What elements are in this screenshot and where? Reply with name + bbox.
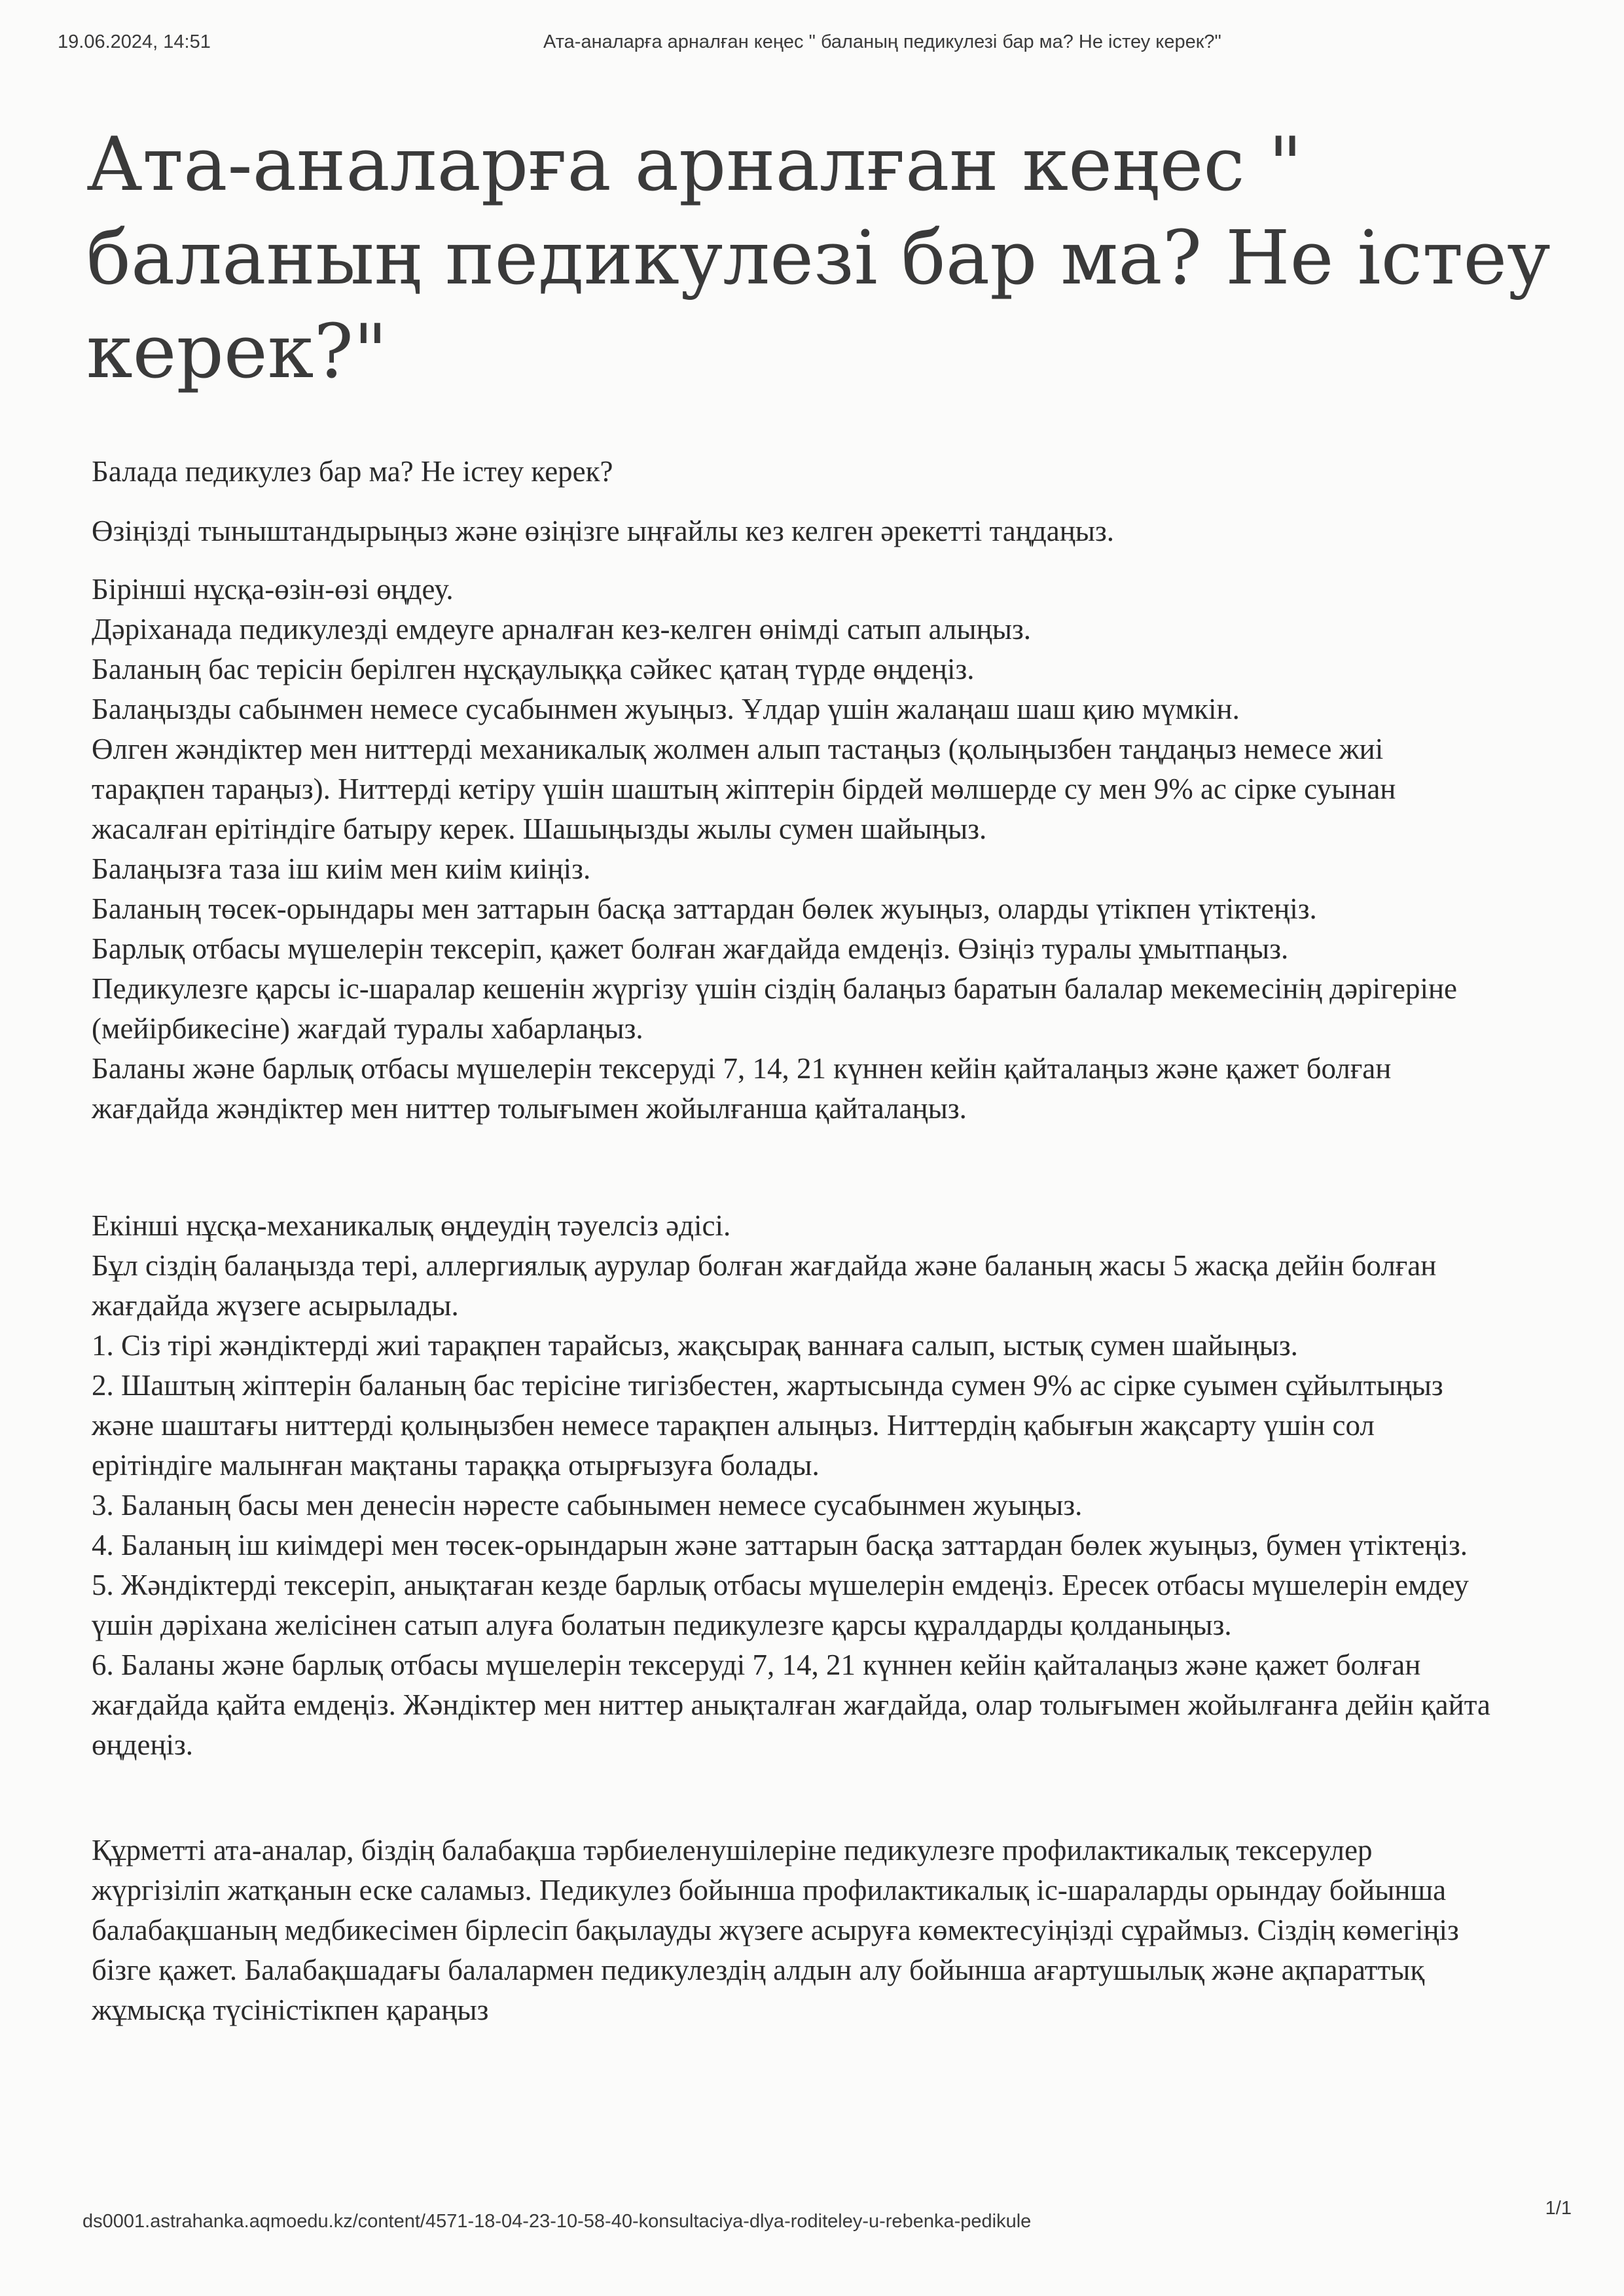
option-two-step: 6. Баланы және барлық отбасы мүшелерін тексеруді 7, 14, 21 күннен кейін қайталаңыз және қажет болған жағдайда қайта емдеңіз. Жәндіктер мен ниттер анықталған жағдайда, олар толығымен жойылғанға дейін қайта өңдеңіз.: [92, 1649, 1490, 1761]
print-footer: [82, 2198, 1572, 2232]
intro-advice: Өзіңізді тыныштандырыңыз және өзіңізге ыңғайлы кез келген әрекетті таңдаңыз.: [92, 515, 1115, 547]
option-two-step: 4. Баланың іш киімдері мен төсек-орындарын және заттарын басқа заттардан бөлек жуыңыз, бумен үтіктеңіз.: [92, 1529, 1468, 1561]
option-two-step: 1. Сіз тірі жәндіктерді жиі тарақпен тарайсыз, жақсырақ ваннаға салып, ыстық сумен шайыңыз.: [92, 1329, 1298, 1362]
option-one-step: Барлық отбасы мүшелерін тексеріп, қажет болған жағдайда емдеңіз. Өзіңіз туралы ұмытпаңыз.: [92, 932, 1289, 965]
intro-question: Балада педикулез бар ма? Не істеу керек?: [92, 455, 613, 488]
option-two-step: 5. Жәндіктерді тексеріп, анықтаған кезде барлық отбасы мүшелерін емдеңіз. Ересек отбасы мүшелерін емдеу үшін дәріхана желісінен сатып алуға болатын педикулезге қарсы құралдарды қолданыңыз.: [92, 1569, 1469, 1641]
print-date: 19.06.2024, 14:51: [58, 31, 211, 52]
option-one-step: Балаңызды сабынмен немесе сусабынмен жуыңыз. Ұлдар үшін жалаңаш шаш қию мүмкін.: [92, 693, 1240, 725]
option-one-step: Балаңызға таза іш киім мен киім киіңіз.: [92, 852, 591, 885]
page-number: 1/1: [1545, 2198, 1572, 2219]
article-body: [92, 452, 1499, 2030]
option-two-section: [92, 1206, 1499, 1765]
option-one-step: Баланың бас терісін берілген нұсқаулыққа сәйкес қатаң түрде өңдеңіз.: [92, 653, 975, 685]
option-two-step: 2. Шаштың жіптерін баланың бас терісіне тигізбестен, жартысында сумен 9% ас сірке суымен сұйылтыңыз және шаштағы ниттерді қолыңызбен немесе тарақпен алыңыз. Ниттердің қабығын жақсарту үшін сол ерітіндіге малынған мақтаны тараққа отырғызуға болады.: [92, 1369, 1443, 1482]
option-one-step: Дәріханада педикулезді емдеуге арналған кез-келген өнімді сатып алыңыз.: [92, 613, 1031, 646]
option-one-step: Баланың төсек-орындары мен заттарын басқа заттардан бөлек жуыңыз, оларды үтікпен үтіктеңіз.: [92, 892, 1317, 925]
page-url: ds0001.astrahanka.aqmoedu.kz/content/4571-18-04-23-10-58-40-konsultaciya-dlya-roditeley-u-rebenka-pedikule: [82, 2211, 1032, 2232]
print-header-title: Ата-аналарға арналған кеңес " баланың педикулезі бар ма? Не істеу керек?": [543, 31, 1221, 52]
option-one-step: Өлген жәндіктер мен ниттерді механикалық жолмен алып тастаңыз (қолыңызбен таңдаңыз немесе жиі тарақпен тараңыз). Ниттерді кетіру үшін шаштың жіптерін бірдей мөлшерде су мен 9% ас сірке суынан жасалған ерітіндіге батыру керек. Шашыңызды жылы сумен шайыңыз.: [92, 733, 1396, 845]
option-two-step: 3. Баланың басы мен денесін нәресте сабынымен немесе сусабынмен жуыңыз.: [92, 1489, 1083, 1522]
option-two-heading: Екінші нұсқа-механикалық өңдеудің тәуелсіз әдісі.: [92, 1209, 731, 1242]
option-one-section: [92, 570, 1499, 1129]
option-one-step: Баланы және барлық отбасы мүшелерін тексеруді 7, 14, 21 күннен кейін қайталаңыз және қажет болған жағдайда жәндіктер мен ниттер толығымен жойылғанша қайталаңыз.: [92, 1052, 1392, 1125]
option-one-step: Педикулезге қарсы іс-шаралар кешенін жүргізу үшін сіздің балаңыз баратын балалар мекемесінің дәрігеріне (мейірбикесіне) жағдай туралы хабарлаңыз.: [92, 972, 1458, 1045]
print-header: [58, 31, 1526, 64]
option-one-heading: Бірінші нұсқа-өзін-өзі өңдеу.: [92, 573, 454, 606]
closing-paragraph: Құрметті ата-аналар, біздің балабақша тәрбиеленушілеріне педикулезге профилактикалық тексерулер жүргізіліп жатқанын еске саламыз. Педикулез бойынша профилактикалық іс-шараларды орындау бойынша балабақшаның медбикесімен бірлесіп бақылауды жүзеге асыруға көмектесуіңізді сұраймыз. Сіздің көмегіңіз бізге қажет. Балабақшадағы балалармен педикулездің алдын алу бойынша ағартушылық және ақпараттық жұмысқа түсіністікпен қараңыз: [92, 1834, 1459, 2026]
option-two-description: Бұл сіздің балаңызда тері, аллергиялық аурулар болған жағдайда және баланың жасы 5 жасқа дейін болған жағдайда жүзеге асырылады.: [92, 1249, 1437, 1322]
article-title: Ата-аналарға арналған кеңес " баланың педикулезі бар ма? Не істеу керек?": [86, 121, 1551, 395]
